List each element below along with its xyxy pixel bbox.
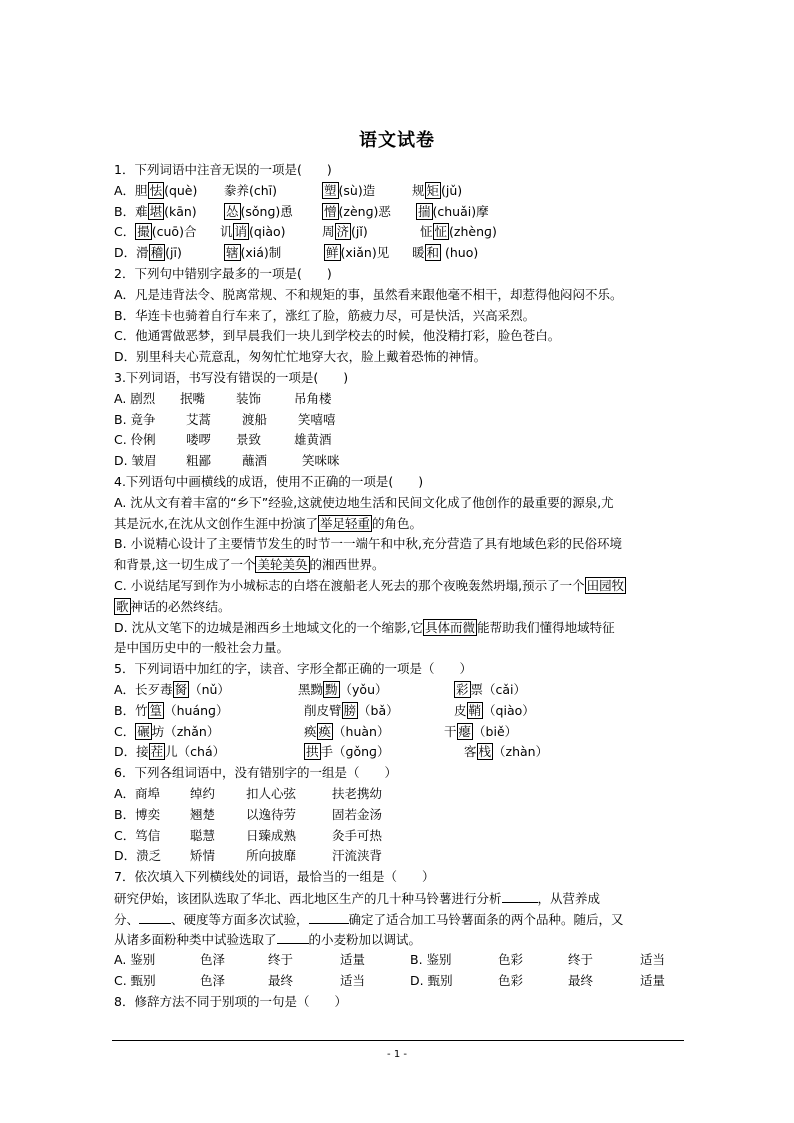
exam-content (114, 160, 686, 1013)
footer-divider (112, 1040, 684, 1041)
marked-char: 揣 (418, 203, 431, 219)
question-1-option-c: C． 撮 (cuō)合 讥 诮 (qiào) 周 济 (jǐ) 怔 怔 (zhènɡ) (114, 224, 497, 240)
question-4-option-a-line-1: A. 沈从文有着丰富的“乡下”经验,这就使边地生活和民间文化成了他创作的最重要的源泉,尤 (114, 494, 614, 510)
marked-char: 怂 (226, 203, 239, 219)
question-4-option-c-line-1: C. 小说结尾写到作为小城标志的白塔在渡船老人死去的那个夜晚轰然坍塌,预示了一个 田园牧 (114, 577, 625, 593)
question-7-options-ab: A. 鉴别 色泽 终于 适量 B. 鉴别 色彩 终于 适当 (114, 952, 666, 968)
marked-char: 拱 (306, 744, 319, 760)
question-7-passage-line-2: 分、 、硬度等方面多次试验， 确定了适合加工马铃薯面条的两个品种。随后，又 (114, 909, 686, 930)
question-3-option-a: A. 剧烈 抿嘴 装饰 吊角楼 (114, 390, 332, 406)
question-3-option-c: C. 伶俐 喽啰 景致 雄黄酒 (114, 432, 332, 448)
marked-char: 茬 (150, 744, 164, 760)
marked-char: 鞘 (468, 702, 482, 718)
question-4-option-c-line-2: 歌 神话的必然终结。 (116, 598, 231, 614)
question-5-option-b: B．竹 篁 （huánɡ） 削皮臂 膀 （bǎ） 皮 鞘 （qiào） (114, 702, 535, 718)
question-4-option-d-line-2: 是中国历史中的一般社会力量。 (114, 640, 290, 656)
question-8-stem: 8．修辞方法不同于别项的一句是（ ） (114, 993, 347, 1009)
question-4-option-b-line-2: 和背景,这一切生成了一个 美轮美奂 的湘西世界。 (114, 557, 385, 573)
underlined-idiom: 美轮美奂 (257, 557, 308, 573)
question-7-passage-line-1: 研究伊始，该团队选取了华北、西北地区生产的几十种马铃薯进行分析 ，从营养成 (114, 888, 686, 909)
marked-char: 栈 (478, 744, 492, 760)
question-1-option-d: D．滑 稽 (jī) 辖 (xiá)制 鲜 (xiǎn)见 暖 和 (huo) (114, 245, 479, 261)
question-6-stem: 6．下列各组词语中，没有错别字的一组是（ ） (114, 765, 397, 781)
underlined-idiom: 举足轻重 (319, 515, 370, 531)
marked-char: 和 (426, 245, 440, 261)
question-2-option-b: B．华连卡也骑着自行车来了，涨红了脸，筋疲力尽，可是快活，兴高采烈。 (114, 307, 536, 323)
marked-char: 碾 (137, 723, 150, 739)
marked-char: 怔 (434, 224, 448, 240)
marked-char: 撮 (137, 224, 150, 240)
marked-char: 塑 (324, 182, 337, 198)
question-6-option-b: B．博奕 翘楚 以逸待劳 固若金汤 (114, 806, 383, 822)
question-6-option-c: C．笃信 聪慧 日臻成熟 灸手可热 (114, 827, 383, 843)
question-7-stem: 7．依次填入下列横线处的词语，最恰当的一组是（ ） (114, 869, 435, 885)
question-3-option-b: B. 竟争 艾蒿 渡船 笑嘻嘻 (114, 411, 336, 427)
question-1-option-b: B．难 堪 (kān) 怂 (sǒnɡ)恿 憎 (zènɡ)恶 揣 (chuǎi)摩 (114, 203, 489, 219)
question-1-option-a: A．胆 怯 (què) 豢养(chī) 塑 (sù)造 规 矩 (jǔ) (114, 182, 463, 198)
marked-char: 诮 (234, 224, 248, 240)
marked-char: 痪 (318, 723, 332, 739)
marked-char: 稽 (150, 245, 164, 261)
fill-blank (139, 909, 171, 924)
question-4-option-d-line-1: D. 沈从文笔下的边城是湘西乡土地域文化的一个缩影,它 具体而微 能帮助我们懂得地域特征 (114, 619, 615, 635)
marked-char: 憎 (324, 203, 337, 219)
question-6-option-d: D．溃乏 矫情 所向披靡 汗流浃背 (114, 848, 383, 864)
marked-char: 胬 (174, 681, 188, 697)
fill-blank (277, 929, 309, 944)
question-6-option-a: A．商埠 绰约 扣人心弦 扶老携幼 (114, 785, 383, 801)
question-2-option-d: D．别里科夫心荒意乱，匆匆忙忙地穿大衣，脸上戴着恐怖的神情。 (114, 349, 487, 365)
marked-char: 济 (336, 224, 350, 240)
question-2-option-c: C．他通霄做恶梦，到早晨我们一块儿到学校去的时候，他没精打彩，脸色苍白。 (114, 328, 561, 344)
question-5-option-c: C． 碾 坊（zhǎn） 痪 痪 （huàn） 干 瘪 （biě） (114, 723, 518, 739)
question-2-stem: 2．下列句中错别字最多的一项是( ) (114, 265, 332, 281)
question-2-option-a: A．凡是违背法令、脱离常规、不和规矩的事，虽然看来跟他毫不相干，却惹得他闷闷不乐。 (114, 286, 623, 302)
question-4-stem: 4.下列语句中画横线的成语，使用不正确的一项是( ) (114, 473, 424, 489)
page-number: - 1 - (387, 1049, 407, 1060)
marked-char: 辖 (226, 245, 239, 261)
question-1-stem: 1．下列词语中注音无误的一项是( ) (114, 162, 332, 177)
question-5-stem: 5．下列词语中加红的字，读音、字形全都正确的一项是（ ） (114, 661, 472, 677)
question-7-options-cd: C. 甄别 色泽 最终 适当 D. 甄别 色彩 最终 适量 (114, 973, 666, 989)
fill-blank (502, 888, 538, 903)
marked-char: 膀 (343, 702, 357, 718)
question-4-option-a-line-2: 其是沅水,在沈从文创作生涯中扮演了 举足轻重 的角色。 (114, 515, 423, 531)
question-3-stem: 3.下列词语，书写没有错误的一项是( ) (114, 369, 349, 385)
marked-char: 篁 (149, 702, 163, 718)
underlined-idiom: 田园牧 (586, 577, 625, 593)
marked-char: 堪 (149, 203, 163, 219)
question-3-option-d: D. 皱眉 粗鄙 蘸酒 笑咪咪 (114, 453, 340, 469)
page-title: 语文试卷 (359, 130, 435, 151)
question-7-passage-line-3: 从诸多面粉种类中试验选取了 的小麦粉加以调试。 (114, 929, 686, 950)
question-5-option-d: D．接 茬 儿（chá） 拱 手（ɡǒnɡ） 客 栈 （zhàn） (114, 744, 549, 760)
marked-char: 怯 (149, 182, 163, 198)
question-5-option-a: A．长歹毒 胬 （nǔ） 黑黝 黝 （yǒu） 彩 票（cǎi） (114, 681, 527, 697)
fill-blank (309, 909, 349, 924)
underlined-idiom: 歌 (116, 598, 129, 614)
marked-char: 矩 (426, 182, 440, 198)
marked-char: 瘪 (458, 723, 472, 739)
question-4-option-b-line-1: B. 小说精心设计了主要情节发生的时节一一端午和中秋,充分营造了具有地域色彩的民俗环境 (114, 536, 622, 552)
underlined-idiom: 具体而微 (425, 619, 476, 635)
marked-char: 黝 (325, 681, 338, 697)
marked-char: 彩 (456, 681, 469, 697)
marked-char: 鲜 (326, 245, 339, 261)
